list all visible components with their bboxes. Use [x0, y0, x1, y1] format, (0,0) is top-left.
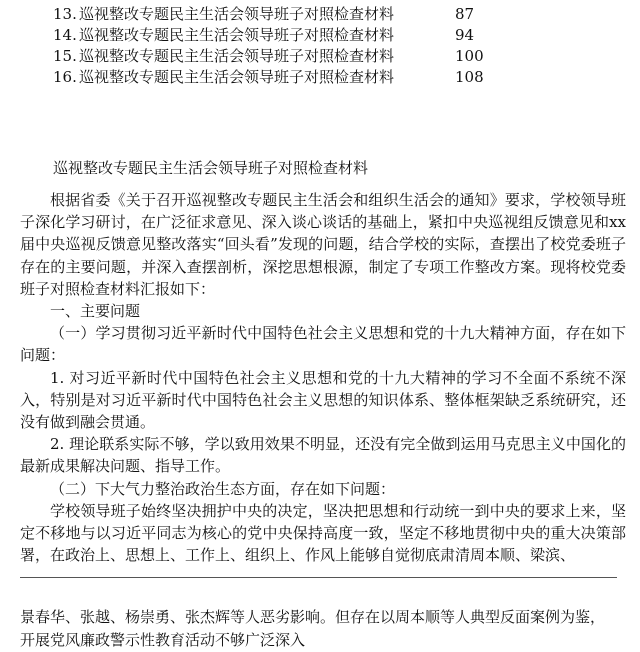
- toc-entry-page: 94: [455, 26, 475, 44]
- toc-entry-number: 14.: [53, 26, 77, 44]
- table-of-contents: [53, 4, 533, 88]
- body-paragraph: 学校领导班子始终坚决拥护中央的决定，坚决把思想和行动统一到中央的要求上来，坚定不移地与以习近平同志为核心的党中央保持高度一致，坚定不移地贯彻中央的重大决策部署，在政治上、思想上、工作上、组织上、作风上能够自觉彻底肃清周本顺、梁滨、: [20, 501, 626, 565]
- numbered-item: 1. 对习近平新时代中国特色社会主义思想和党的十九大精神的学习不全面不系统不深入，特别是对习近平新时代中国特色社会主义思想的知识体系、整体框架缺乏系统研究，还没有做到融会贯通。: [20, 368, 626, 432]
- toc-entry-title: 巡视整改专题民主生活会领导班子对照检查材料: [79, 68, 395, 86]
- continuation-line: 景春华、张越、杨崇勇、张杰辉等人恶劣影响。但存在以周本顺等人典型反面案例为鉴，: [20, 608, 606, 626]
- toc-entry-page: 100: [455, 47, 484, 65]
- toc-entry[interactable]: [53, 4, 533, 25]
- continuation-line: 开展党风廉政警示性教育活动不够广泛深入: [20, 631, 306, 649]
- toc-entry[interactable]: [53, 67, 533, 88]
- document-body: [20, 189, 626, 566]
- section-heading: 一、主要问题: [50, 302, 141, 321]
- toc-entry-number: 15.: [53, 47, 77, 65]
- toc-entry-number: 16.: [53, 68, 77, 86]
- subsection-heading: （一）学习贯彻习近平新时代中国特色社会主义思想和党的十九大精神方面，存在如下问题：: [20, 324, 626, 365]
- page-break-divider: [20, 577, 617, 578]
- toc-entry-title: 巡视整改专题民主生活会领导班子对照检查材料: [79, 5, 395, 23]
- next-page-continuation: [20, 606, 626, 652]
- subsection-heading: （二）下大气力整治政治生态方面，存在如下问题：: [50, 479, 396, 498]
- toc-entry[interactable]: [53, 46, 533, 67]
- intro-paragraph: 根据省委《关于召开巡视整改专题民主生活会和组织生活会的通知》要求，学校领导班子深化学习研讨，在广泛征求意见、深入谈心谈话的基础上，紧扣中央巡视组反馈意见和xx届中央巡视反馈意见整改落实“回头看”发现的问题，结合学校的实际，查摆出了校党委班子存在的主要问题，并深入查摆剖析，深挖思想根源，制定了专项工作整改方案。现将校党委班子对照检查材料汇报如下：: [20, 191, 626, 298]
- toc-entry[interactable]: [53, 25, 533, 46]
- numbered-item: 2. 理论联系实际不够，学以致用效果不明显，还没有完全做到运用马克思主义中国化的最新成果解决问题、指导工作。: [20, 435, 626, 476]
- toc-entry-title: 巡视整改专题民主生活会领导班子对照检查材料: [79, 47, 395, 65]
- toc-entry-number: 13.: [53, 5, 77, 23]
- document-title: 巡视整改专题民主生活会领导班子对照检查材料: [53, 159, 369, 177]
- toc-entry-title: 巡视整改专题民主生活会领导班子对照检查材料: [79, 26, 395, 44]
- toc-entry-page: 87: [455, 5, 475, 23]
- toc-entry-page: 108: [455, 68, 484, 86]
